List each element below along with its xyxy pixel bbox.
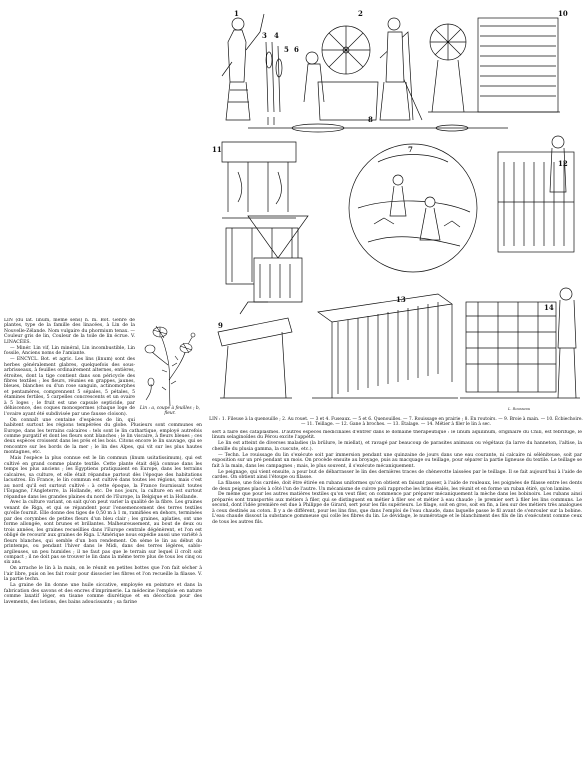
figure-spreading-frame: [312, 294, 458, 398]
plate-number: 8: [368, 115, 373, 124]
article-paragraph: — ENCYCL. Bot. et agric. Les lins (linum) sont des herbes généralement glabres, quelquefois des sous-arbrisseaux, à feuilles ordinairement alternes, entières, étroites, dont la tige contient dans son péricycle des fibres textiles ; les fleurs, réunies en grappes, jaunes, bleues, blanches ou d'un rose sanguin, actinomorphes et pentamères, comprennent 5 sépales, 5 pétales, 5 étamines fertiles, 5 carpelles concrescents et un ovaire à 5 loges ; le fruit est une capsule septicide, par déhiscence, des coques monospermes (chaque loge de l'ovaire ayant été subdivisée par une fausse cloison).: [4, 357, 135, 417]
article-paragraph: LIN (du lat. linum, même sens) n. m. Bot. Genre de plantes, type de la famille des linacées, à Lin de la Nouvelle-Zélande. Nom vulgaire du phormium tenax. — Couleur gris de lin, Couleur de la toile de lin écrue. V. LINACÉES.: [4, 318, 135, 345]
figure-hanging-bundle: [248, 216, 308, 302]
figure-spinner-distaff: [222, 14, 264, 120]
plate-number: 7: [408, 145, 413, 154]
article-paragraph: Mais l'espèce la plus connue est le lin commun (linum usitatissimum), qui est cultivé en grand comme plante textile. Cette plante était déjà connue dans les temps les plus anciens ; les Égyptiens pratiquaient en Europe, dans les terrains calcaires, sa culture, et elle était répandue partout dès l'époque des habitations lacustres. En France, le lin commun est cultivé dans toutes les régions, mais c'est au nord qu'il est surtout cultivé : à cette époque, la France fournissait toutes l'Espagne, l'Angleterre, la Hollande, etc. De nos jours, la culture en est surtout répandue dans les grandes plaines du nord de l'Europe, la Belgique et la Hollande.: [4, 456, 202, 500]
plate-number: 1: [234, 9, 239, 18]
plate-number: 10: [558, 9, 568, 18]
article-paragraph: sert à faire des cataplasmes. D'autres espèces médicinales d'entrer dans le domaine thérapeutique : le linum aquilinum, originaire du Chili, est fébrifuge, le linum selaginoïdes du Pérou excite l'appétit.: [212, 430, 582, 441]
flax-processing-plate: [208, 2, 584, 416]
article-paragraph: Le lin est atteint de diverses maladies (la brûlure, le miellat), et ravagé par beaucoup de parasites animaux ou végétaux (la larve du hanneton, l'altise, la chenille du plusia gamma, la cuscute, etc.).: [212, 441, 582, 452]
flax-plant-figure: [138, 320, 202, 417]
flax-plant-illustration: [138, 320, 202, 406]
figure-spindles-distaffs: [266, 42, 282, 125]
article-paragraph: Le peignage, qui vient ensuite, a pour but de débarrasser le lin des dernières traces de chènevotte laissées par le teillage. Il se fait aujourd'hui à l'aide de cardes. On obtient ainsi l'étoupe ou filasse.: [212, 469, 582, 481]
article-paragraph: — Techn. Le rouissage du lin s'exécute soit par immersion pendant une quinzaine de jours dans une eau courante, ni calcaire ni séléniteuse, soit par exposition sur un pré pendant un mois. On procède ensuite au broyage, puis au macquage ou teillage, pour séparer la partie ligneuse du textile. Le teillage se fait à la main, dans les campagnes ; mais, le plus souvent, il s'exécute mécaniquement.: [212, 452, 582, 469]
plate-caption: LIN : 1. Fileuse à la quenouille ; 2. Au rouet. — 3 et 4. Fuseaux. — 5 et 6. Quenouilles. — 7. Rouissage en prairie ; 8. En routoirs. — 9. Broie à main. — 10. Écbiechoire. — 11. Teillage. — 12. Gane à broches. — 13. Étalage. — 14. Métier à filer le lin à sec.: [209, 417, 583, 428]
figure-dew-retting: [349, 144, 477, 272]
article-paragraph: Avec la culture variant, on sait qu'on peut varier la qualité de la fibre. Les graines venant de Riga, et qui se répandent pour l'ensemencement des terres textiles qu'elle fournit. Elle donne des tiges de 0,50 m à 1 m, ramifiées en dehors, terminées par des corymbes de petites fleurs d'un bleu clair ; les graines, aplaties, ont une forme allongée, sont brunes et brillantes. Malheureusement, au bout de deux ou trois années, les graines recueillies dans l'Europe centrale dégénèrent, et l'on est obligé de recourir aux graines de Riga. L'Amérique nous expédie aussi une variété à fleurs blanches, qui semble d'un bon rendement. On sème le lin au début du printemps, ou pendant l'hiver dans le Midi, dans des terres légères, sablo-argileuses, un peu humides ; il ne faut pas que le terrain sur lequel il croît soit compact ; il ne doit pas se trouver le lin dans la même terre plus de tous les cinq ou six ans.: [4, 500, 202, 566]
article-paragraph: On connaît une centaine d'espèces de lin, qui habitent surtout les régions tempérées du globe. Plusieurs sont communes en Europe, dans les terrains calcaires : tels sont le lin cathartique, employé autrefois comme purgatif et dont les fleurs sont blanches ; le lin viscaire, à fleurs bleues ; ces deux espèces croissent dans les prés et les bois. Citons encore le lin sauvage, qui se rencontre sur les bords de la mer ; le lin des Alpes, qui vit sur les plus hautes montagnes, etc.: [4, 417, 202, 456]
plate-signature: L. Rousseau: [508, 407, 531, 411]
plate-number: 6: [294, 45, 299, 54]
plate-number: 4: [274, 31, 279, 40]
figure-scutching-machine: [428, 18, 560, 112]
figure-dry-spinning-frame: [460, 288, 580, 398]
plate-number: 2: [358, 9, 363, 18]
plate-number: 12: [558, 159, 568, 168]
plate-number: 3: [262, 31, 267, 40]
plate-number: 11: [212, 145, 222, 154]
plate-number: 13: [396, 295, 406, 304]
article-paragraph: — Minér. Lin vif, Lin minéral, Lin incombustible, Lin fossile, Anciens noms de l'amiante.: [4, 345, 135, 357]
plate-number: 14: [544, 303, 554, 312]
article-paragraph: La filasse, une fois cardée, doit être étirée en rubans uniformes qu'on obtient en faisant passer, à l'aide de rouleaux, les poignées de filasse entre les dents de deux peignes placés à côté l'un de l'autre. Un mécanisme de cuivre poli rapproche les brins étalés, les réunit et en forme un ruban étiré, qu'on lamine.: [212, 481, 582, 492]
article-paragraph: On arrache le lin à la main, on le réunit en petites bottes que l'on fait sécher à l'air libre, puis on les fait rouir pour dissocier les fibres et l'on recueille la filasse. V. la partie techn.: [4, 566, 202, 583]
figure-spinning-wheel: [304, 18, 422, 120]
plate-number: 9: [218, 321, 223, 330]
figure-hand-brake: [218, 302, 292, 398]
article-paragraph: De même que pour les autres matières textiles qu'on veut filer, on commence par préparer mécaniquement la mèche dans les bobinoirs. Les rubans ainsi préparés sont transportés aux métiers à filer, qui se distinguent en métier à filer sec et métier à eau chaude ; le premier sert à filer les lins communs. Le second, dont l'idée première est due à Philippe de Girard, sert pour les fils supérieurs. Le filage, soit en gros, soit en fin, a lieu sur des métiers très analogues à ceux destinés au coton. Il y a de différent, pour les lins fins, que dans l'emploi de l'eau chaude, dans laquelle passe le fil avant de s'enrouler sur la bobine. L'eau chaude dissout la substance gommeuse qui colle les fibres du lin. Le dévidage, le numérotage et le blanchiment des fils de lin s'exécutent comme ceux de tous les autres fils.: [212, 492, 582, 525]
figure-distaff-rod: [248, 124, 508, 132]
flax-figure-caption: Lin : a, coupe à feuilles ; b, fleur.: [139, 406, 201, 417]
article-paragraph: La graine de lin donne une huile siccative, employée en peinture et dans la fabrication des savons et des encres d'imprimerie. La médecine l'emploie en nature comme laxatif léger, en tisane comme diurétique et en décoction pour des lavements, des lotions, des bains adoucissants ; sa farine: [4, 583, 202, 605]
article-left-column: [4, 318, 202, 780]
article-right-column: [212, 430, 582, 780]
plate-illustration: [208, 2, 584, 416]
plate-number: 5: [284, 45, 289, 54]
figure-roving-frame: [498, 136, 574, 252]
